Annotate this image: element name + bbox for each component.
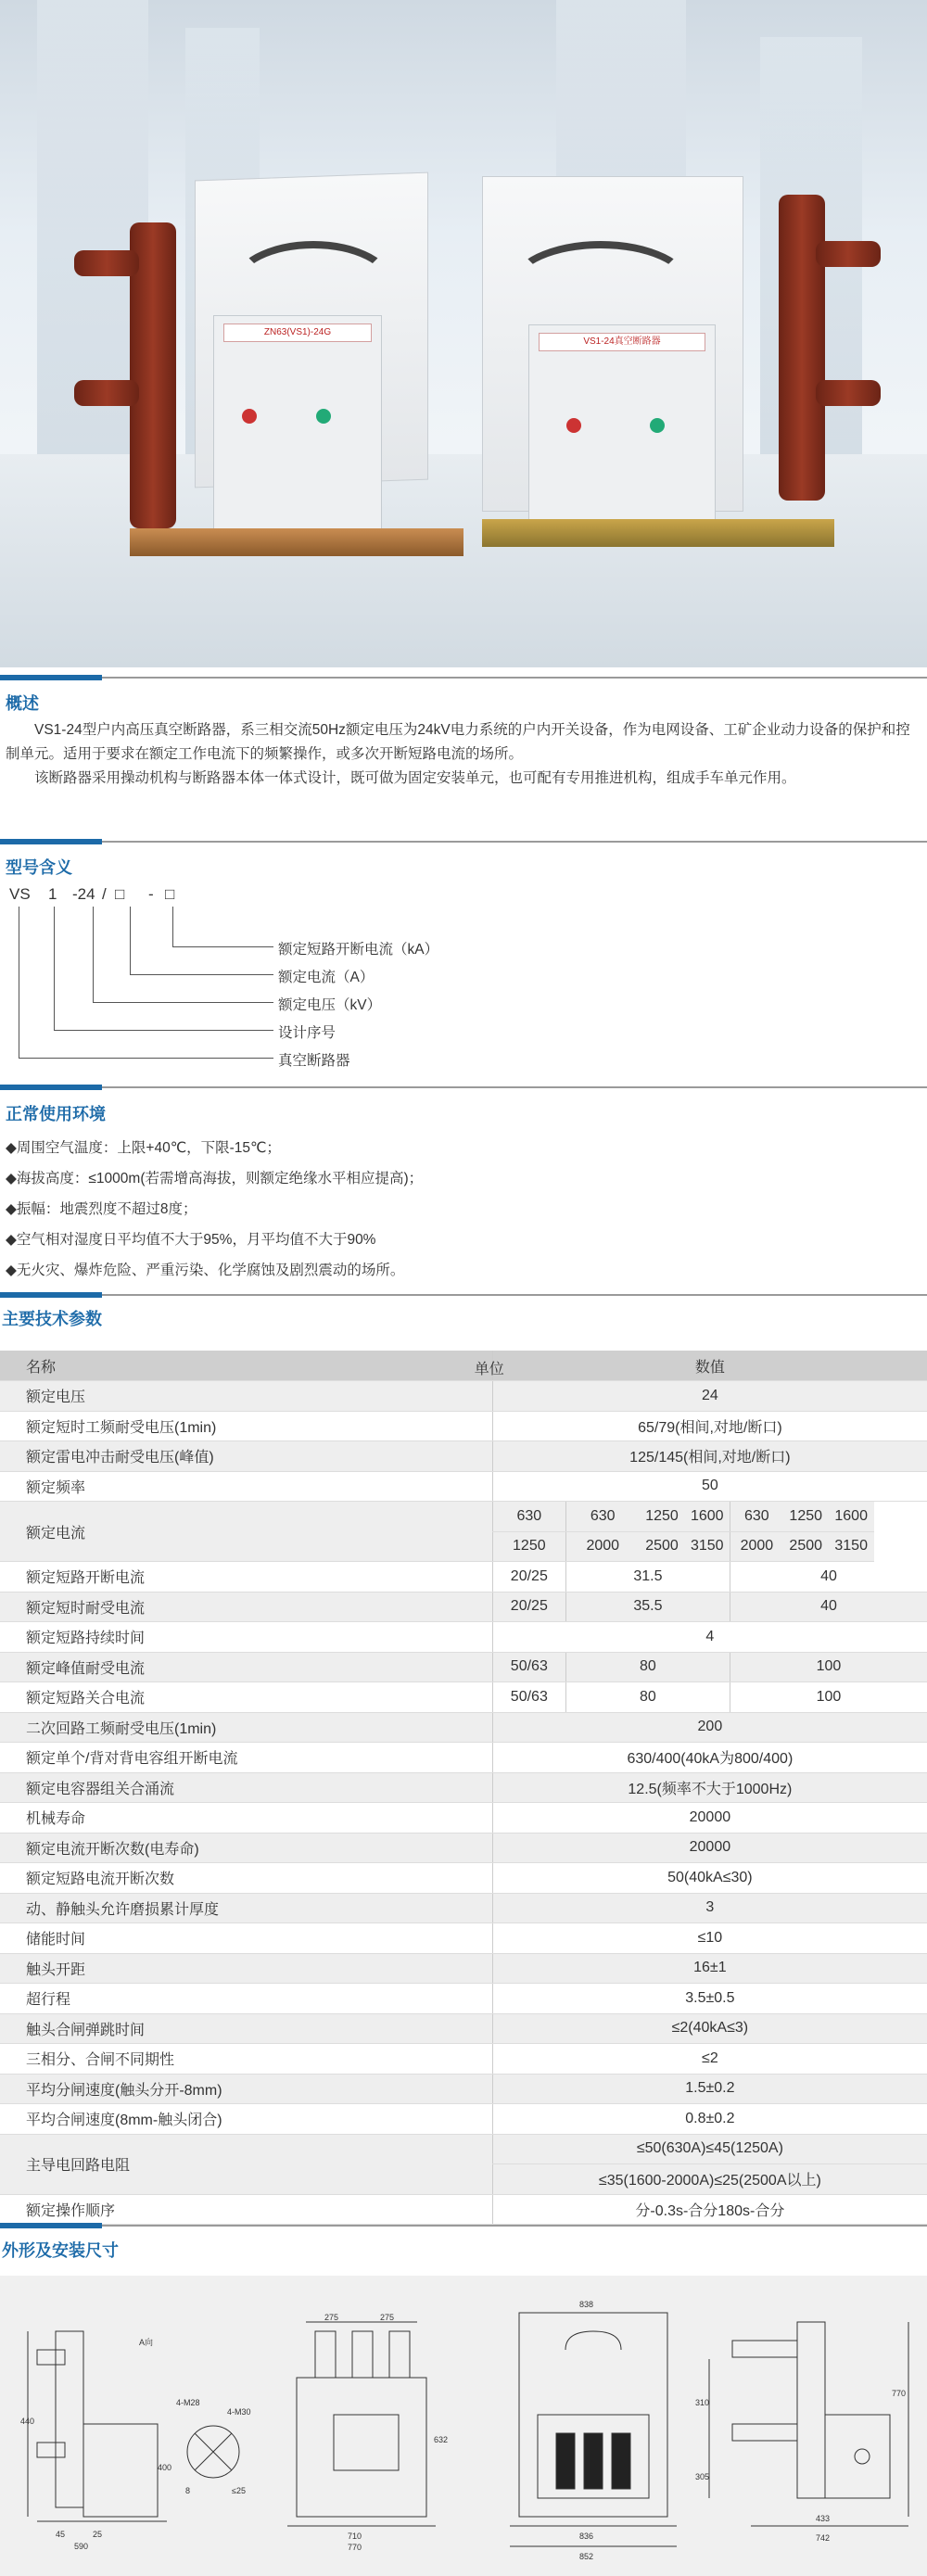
svg-text:838: 838: [579, 2300, 594, 2309]
table-row: ≤35(1600-2000A)≤25(2500A以上): [0, 2164, 927, 2195]
env-item: ◆空气相对湿度日平均值不大于95%，月平均值不大于90%: [6, 1232, 376, 1248]
table-row: 动、静触头允许磨损累计厚度 3: [0, 1893, 927, 1923]
env-item: ◆无火灾、爆炸危险、严重污染、化学腐蚀及剧烈震动的场所。: [6, 1263, 405, 1278]
drawing-front-view: [269, 2313, 454, 2554]
svg-text:45: 45: [56, 2530, 66, 2539]
model-label-design: 设计序号: [278, 1025, 337, 1041]
table-row: 额定电容器组关合涌流 12.5(频率不大于1000Hz): [0, 1772, 927, 1803]
table-row: 额定峰值耐受电流 50/63 80 100: [0, 1652, 927, 1682]
drawing-cart-side: [695, 2303, 918, 2563]
overview-title: 概述: [6, 694, 39, 713]
table-row: 超行程 3.5±0.5: [0, 1984, 927, 2014]
table-row: 额定电压 24: [0, 1381, 927, 1412]
table-row: 额定单个/背对背电容组开断电流 630/400(40kA为800/400): [0, 1743, 927, 1773]
table-row: 额定电流开断次数(电寿命) 20000: [0, 1833, 927, 1863]
env-item: ◆海拔高度：≤1000m(若需增高海拔，则额定绝缘水平相应提高)；: [6, 1171, 424, 1186]
table-row: 额定操作顺序 分-0.3s-合分180s-合分: [0, 2194, 927, 2225]
svg-text:275: 275: [324, 2313, 339, 2322]
svg-text:770: 770: [892, 2389, 907, 2398]
section-divider: [0, 2223, 927, 2228]
table-row: 额定电流 630 630 1250 1600 630 1250 1600: [0, 1502, 927, 1532]
table-row: 额定短路持续时间 4: [0, 1622, 927, 1653]
drawing-side-view: [19, 2313, 185, 2554]
svg-text:400: 400: [158, 2463, 172, 2472]
panel-label-right: VS1-24真空断路器: [539, 333, 705, 351]
svg-text:275: 275: [380, 2313, 395, 2322]
svg-text:25: 25: [93, 2530, 103, 2539]
table-row: 额定短路电流开断次数 50(40kA≤30): [0, 1863, 927, 1894]
env-item: ◆周围空气温度：上限+40℃，下限-15℃；: [6, 1140, 281, 1156]
table-row: 1250 2000 2500 3150 2000 2500 3150: [0, 1531, 927, 1562]
table-row: 触头合闸弹跳时间 ≤2(40kA≤3): [0, 2013, 927, 2044]
table-row: 额定短时耐受电流 20/25 35.5 40: [0, 1592, 927, 1622]
table-row: 平均合闸速度(8mm-触头闭合) 0.8±0.2: [0, 2104, 927, 2135]
overview-para-1: VS1-24型户内高压真空断路器，系三相交流50Hz额定电压为24kV电力系统的户内开关设备，作为电网设备、工矿企业动力设备的保护和控制单元。适用于要求在额定工作电流下的频繁操作，或多次开断短路电流的场所。: [6, 722, 910, 762]
table-header: 名称 单位 数值: [0, 1351, 927, 1381]
drawing-cart-view: [501, 2294, 686, 2563]
model-label-vacuum: 真空断路器: [278, 1053, 350, 1069]
table-row: 额定频率 50: [0, 1471, 927, 1502]
model-label-kV: 额定电压（kV）: [278, 997, 382, 1013]
table-row: 额定短路开断电流 20/25 31.5 40: [0, 1562, 927, 1593]
header-unit: 单位: [474, 1362, 504, 1377]
dimension-drawings: [0, 2276, 927, 2576]
svg-text:632: 632: [434, 2435, 449, 2444]
svg-text:305: 305: [695, 2472, 710, 2481]
product-photo: [0, 0, 927, 667]
svg-text:836: 836: [579, 2532, 594, 2541]
svg-text:4-M30: 4-M30: [227, 2407, 251, 2417]
svg-text:A向: A向: [139, 2338, 154, 2347]
svg-text:590: 590: [74, 2542, 89, 2551]
table-row: 主导电回路电阻 ≤50(630A)≤45(1250A): [0, 2134, 927, 2164]
svg-text:4-M28: 4-M28: [176, 2398, 200, 2407]
table-row: 三相分、合闸不同期性 ≤2: [0, 2044, 927, 2075]
table-row: 额定短时工频耐受电压(1min) 65/79(相间,对地/断口): [0, 1411, 927, 1441]
svg-text:433: 433: [816, 2514, 831, 2523]
breaker-left: [74, 167, 464, 575]
svg-text:770: 770: [348, 2543, 362, 2552]
section-divider: [0, 839, 927, 844]
breaker-right: [473, 176, 881, 584]
table-row: 储能时间 ≤10: [0, 1923, 927, 1954]
table-row: 二次回路工频耐受电压(1min) 200: [0, 1712, 927, 1743]
spec-table: [0, 1351, 927, 2225]
table-row: 额定雷电冲击耐受电压(峰值) 125/145(相间,对地/断口): [0, 1441, 927, 1472]
table-row: 平均分闸速度(触头分开-8mm) 1.5±0.2: [0, 2074, 927, 2104]
header-value: 数值: [694, 1359, 725, 1376]
environment-title: 正常使用环境: [6, 1105, 106, 1123]
model-label-A: 额定电流（A）: [278, 970, 375, 985]
svg-text:440: 440: [20, 2417, 35, 2426]
panel-label-left: ZN63(VS1)-24G: [223, 324, 372, 342]
table-row: 机械寿命 20000: [0, 1803, 927, 1834]
overview-para-2: 该断路器采用操动机构与断路器本体一体式设计，既可做为固定安装单元，也可配有专用推进机构，组成手车单元作用。: [34, 770, 796, 786]
svg-text:742: 742: [816, 2533, 831, 2543]
model-label-kA: 额定短路开断电流（kA）: [278, 942, 439, 958]
dimensions-title: 外形及安装尺寸: [2, 2241, 119, 2260]
section-divider: [0, 1292, 927, 1298]
svg-text:8: 8: [185, 2486, 191, 2495]
table-row: 触头开距 16±1: [0, 1953, 927, 1984]
specs-title: 主要技术参数: [2, 1310, 102, 1328]
svg-text:310: 310: [695, 2398, 710, 2407]
section-divider: [0, 675, 927, 680]
drawing-bolt-detail: [176, 2396, 269, 2498]
env-item: ◆振幅：地震烈度不超过8度；: [6, 1201, 197, 1217]
svg-text:710: 710: [348, 2532, 362, 2541]
svg-text:852: 852: [579, 2552, 594, 2561]
svg-text:≤25: ≤25: [232, 2486, 246, 2495]
section-divider: [0, 1085, 927, 1090]
table-row: 额定短路关合电流 50/63 80 100: [0, 1682, 927, 1713]
model-title: 型号含义: [6, 858, 72, 877]
